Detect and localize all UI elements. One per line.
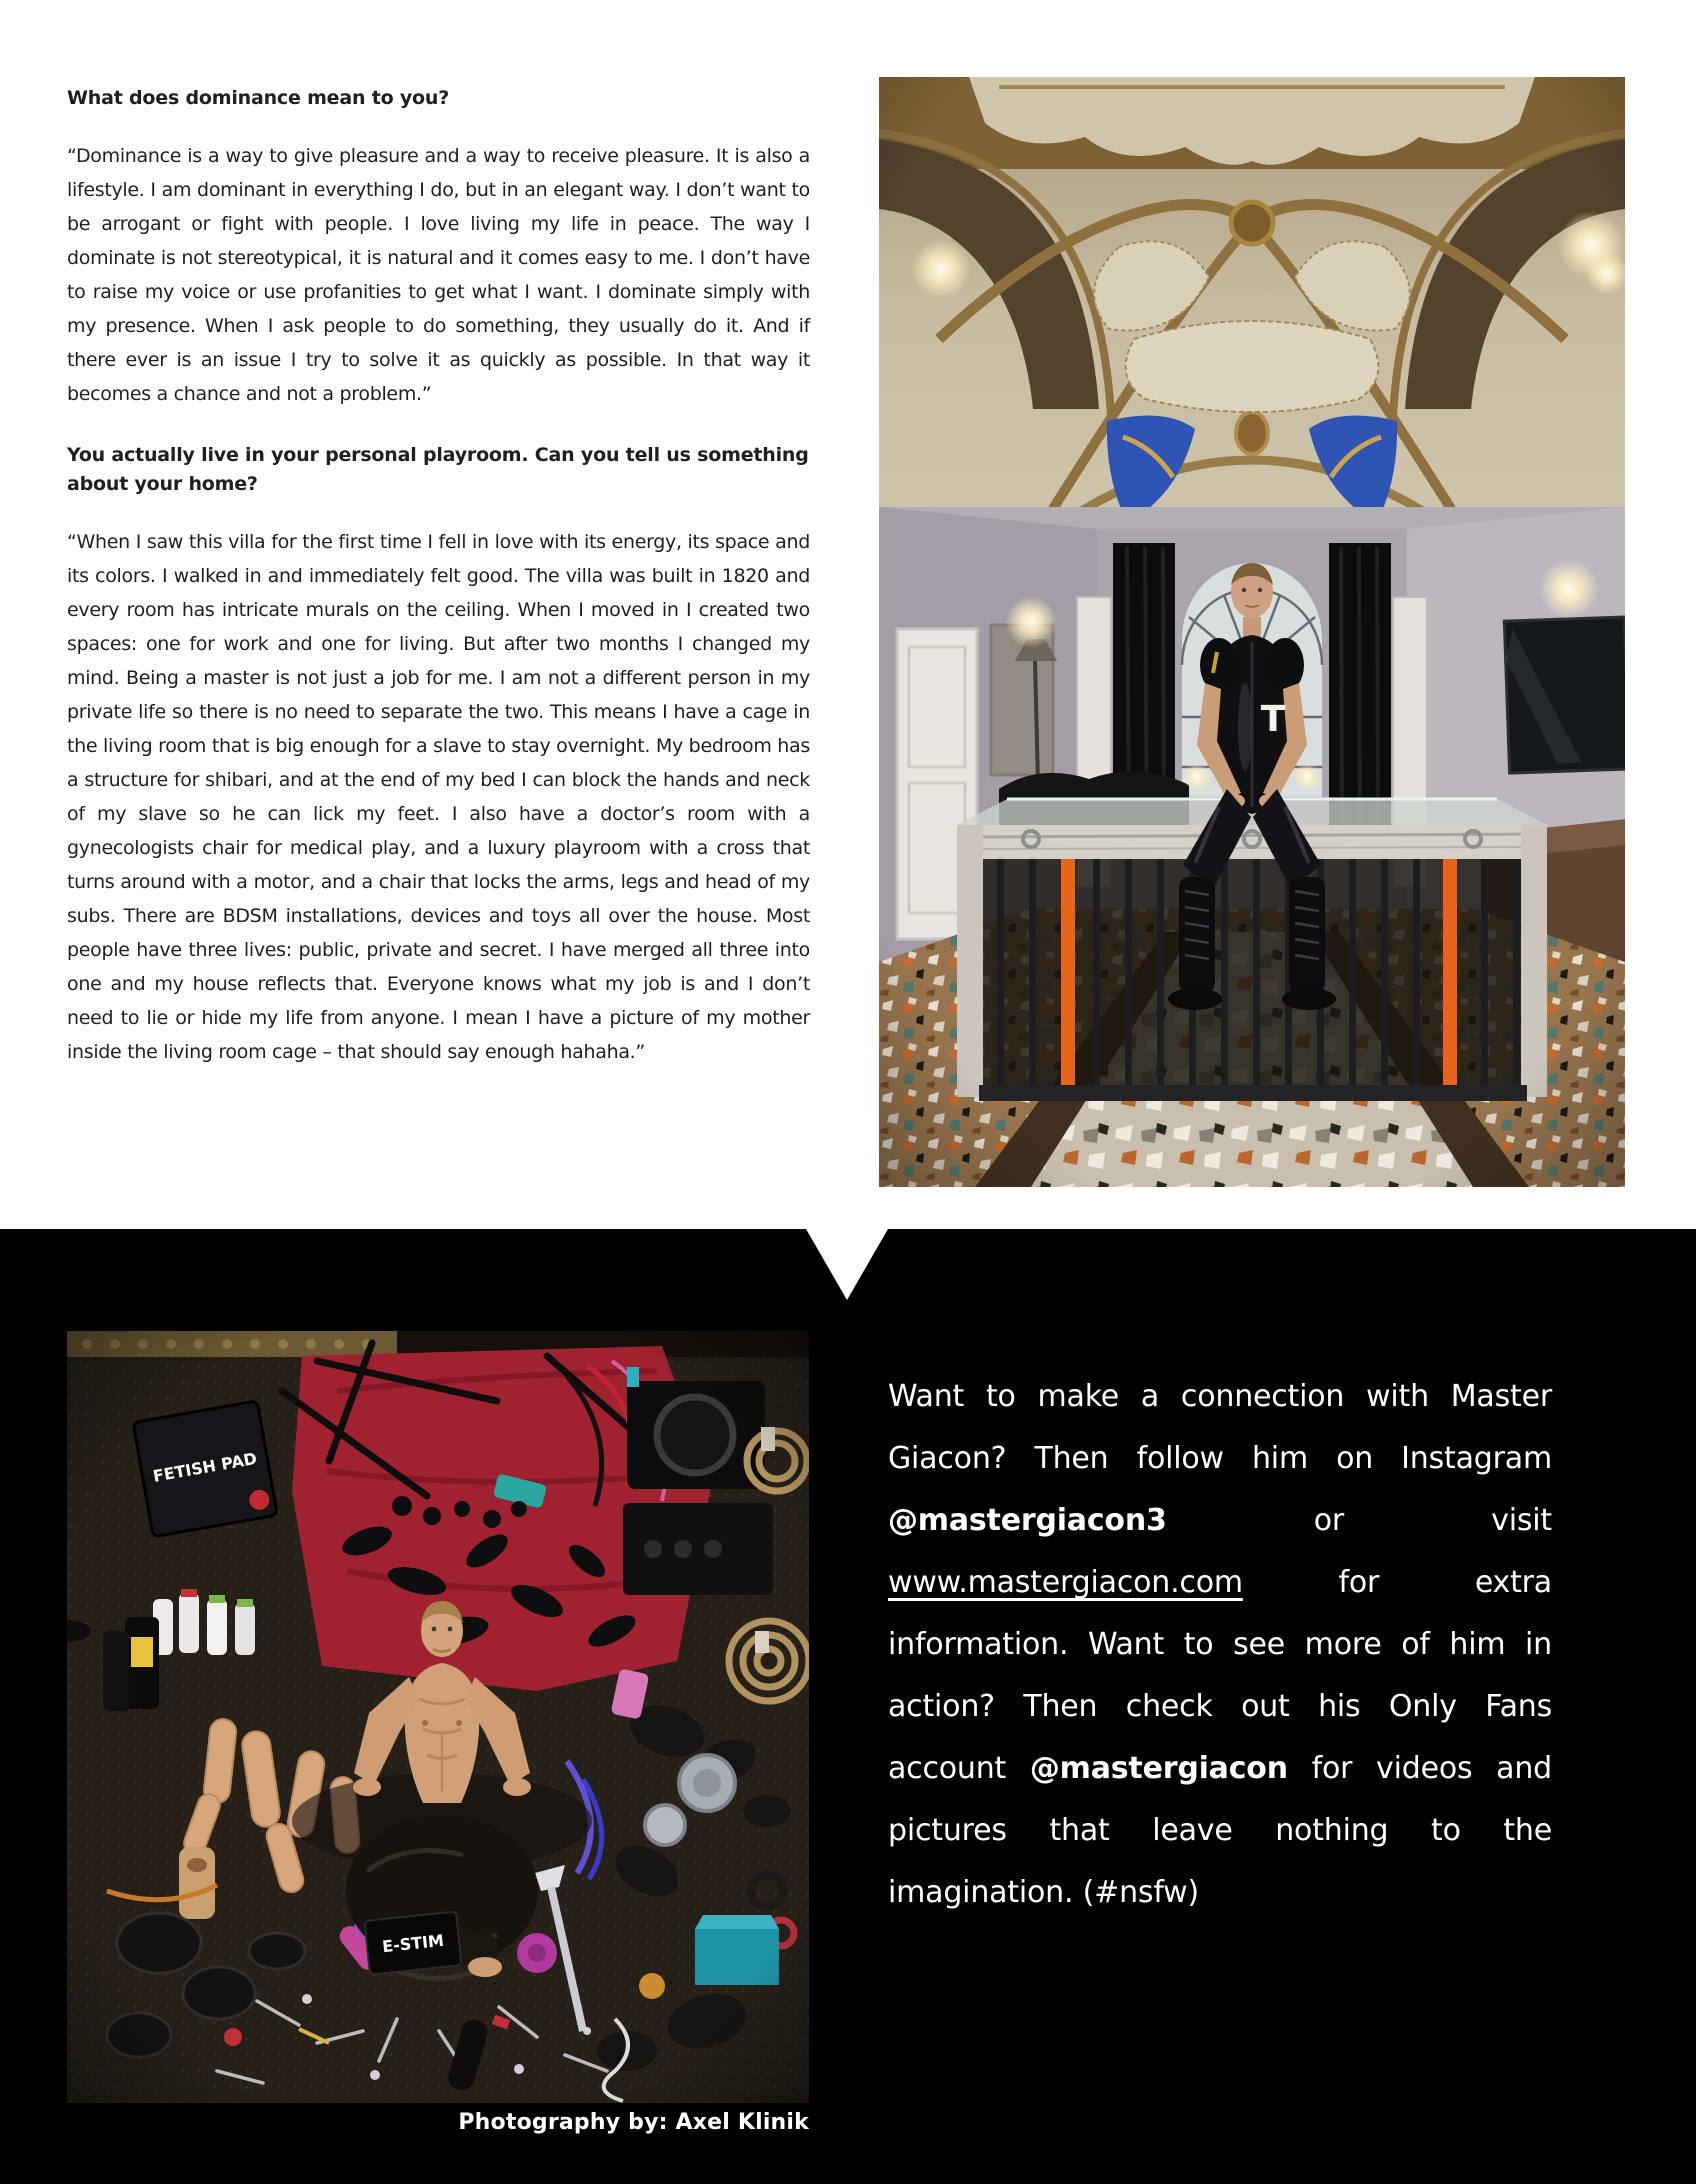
hallway-cage-photo bbox=[879, 77, 1625, 1187]
interview-column bbox=[67, 84, 810, 1099]
onlyfans-handle: @mastergiacon bbox=[1029, 1751, 1288, 1786]
connect-text-part: for extra information. Want to see more of him in action? Then check out his Only Fans account bbox=[888, 1565, 1552, 1786]
photo-caption: Photography by: Axel Klinik bbox=[458, 2110, 809, 2135]
toy-collection-photo bbox=[67, 1331, 809, 2103]
connect-text-part: for videos and pictures that leave nothing to the imagination. (#nsfw) bbox=[888, 1751, 1553, 1910]
interview-question: You actually live in your personal playroom. Can you tell us something about your home? bbox=[67, 444, 809, 495]
connect-paragraph bbox=[888, 1366, 1552, 1924]
interview-answer: “When I saw this villa for the first time I fell in love with its energy, its space and its colors. I walked in and immediately felt good. The villa was built in 1820 and every room has intricate murals on the ceiling. When I moved in I created two spaces: one for work and one for living. But after two months I changed my mind. Being a master is not just a job for me. I am not a different person in my private life so there is no need to separate the two. This means I have a cage in the living room that is big enough for a slave to stay overnight. My bedroom has a structure for shibari, and at the end of my bed I can block the hands and neck of my slave so he can lick my feet. I also have a doctor’s room with a gynecologists chair for medical play, and a luxury playroom with a cross that turns around with a motor, and a chair that locks the arms, legs and head of my subs. There are BDSM installations, devices and toys all over the house. Most people have three lives: public, private and secret. I have merged all three into one and my house reflects that. Everyone knows what my job is and I don’t need to lie or hide my life from anyone. I mean I have a picture of my mother inside the living room cage – that should say enough hahaha.” bbox=[67, 531, 810, 1063]
instagram-handle: @mastergiacon3 bbox=[888, 1503, 1167, 1538]
website-link[interactable]: www.mastergiacon.com bbox=[888, 1565, 1243, 1600]
interview-question: What does dominance mean to you? bbox=[67, 87, 450, 109]
connect-text-part: or visit bbox=[1166, 1503, 1552, 1538]
interview-answer: “Dominance is a way to give pleasure and a way to receive pleasure. It is also a lifestyle. I am dominant in everything I do, but in an elegant way. I don’t want to be arrogant or fight with people. I love living my life in peace. The way I dominate is not stereotypical, it is natural and it comes easy to me. I don’t have to raise my voice or use profanities to get what I want. I dominate simply with my presence. When I ask people to do something, they usually do it. And if there ever is an issue I try to solve it as quickly as possible. In that way it becomes a chance and not a problem.” bbox=[67, 145, 810, 405]
connect-text-part: Want to make a connection with Master Giacon? Then follow him on Instagram bbox=[888, 1379, 1552, 1476]
